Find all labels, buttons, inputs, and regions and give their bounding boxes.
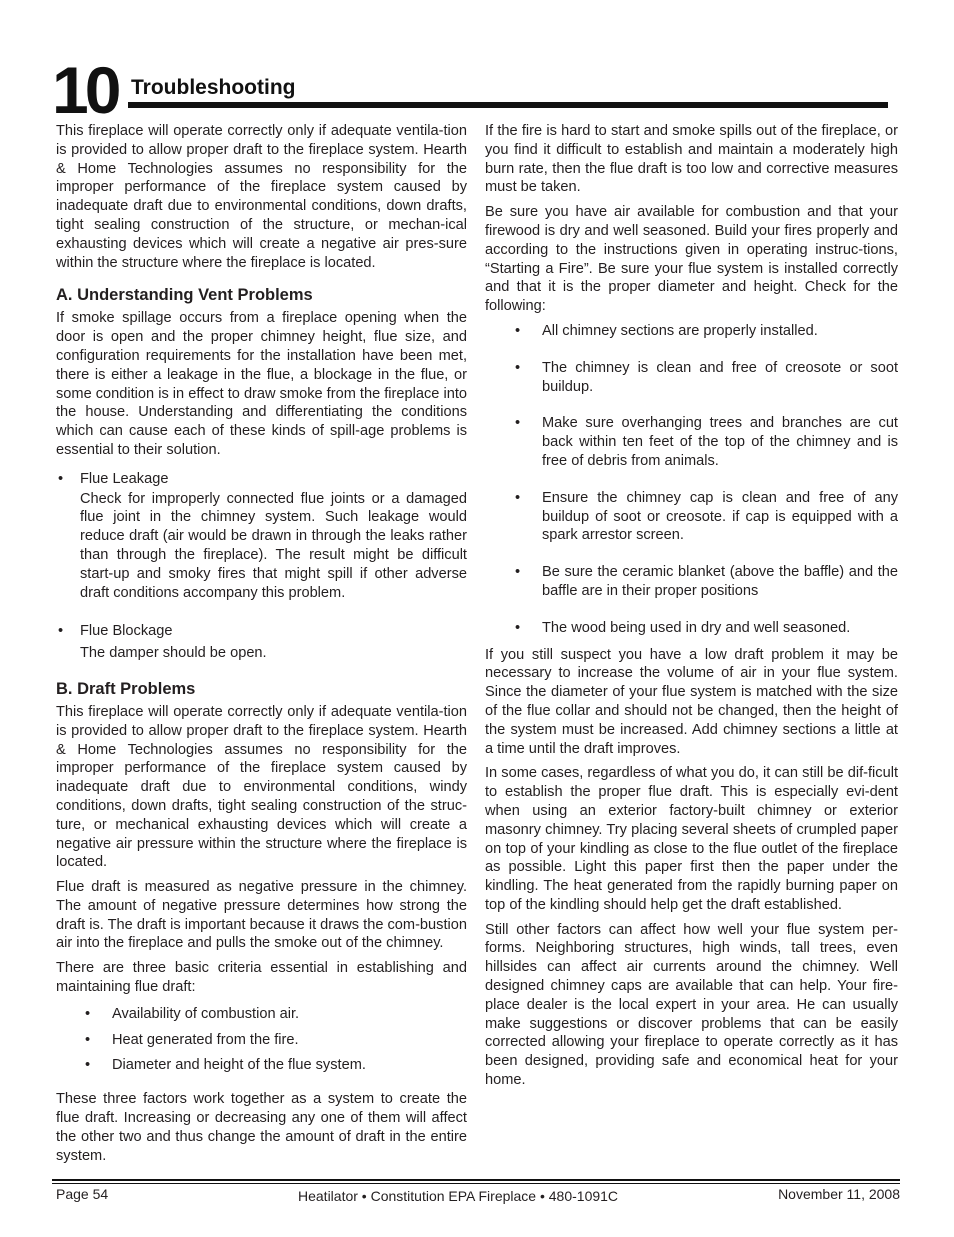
list-item: • Be sure the ceramic blanket (above the baffle) and the baffle are in their proper positions xyxy=(485,563,898,601)
title-rule xyxy=(128,102,888,108)
list-item: • Ensure the chimney cap is clean and free of any buildup of soot or creosote. if cap is equipped with a spark arrestor screen. xyxy=(485,489,898,545)
list-item: • Heat generated from the fire. xyxy=(56,1031,467,1050)
flue-blockage-text: The damper should be open. xyxy=(80,645,267,662)
footer-rule xyxy=(52,1179,900,1181)
list-item: • The chimney is clean and free of creosote or soot buildup. xyxy=(485,359,898,397)
document-title: Heatilator • Constitution EPA Fireplace • 480-1091C xyxy=(298,1188,619,1204)
list-item: • Diameter and height of the flue system. xyxy=(56,1056,467,1075)
section-b-paragraph-4: These three factors work together as a system to create the flue draft. Increasing or decreasing any one of them will affect the other two and thus change the amount of draft in the entire system. xyxy=(56,1091,467,1164)
left-column xyxy=(56,122,467,1171)
draft-checklist xyxy=(485,322,898,638)
section-b-paragraph-1: This fireplace will operate correctly only if adequate ventila-tion is provided to allow proper draft to the fireplace system. Hearth & Home Technologies assumes no responsibility for the improper performance of the fireplace system caused by inadequate draft due to environmental conditions, windy conditions, down drafts, tight sealing construction of the struc-ture, or mechanical exhausting devices which will create a negative air pressure within the structure where the fireplace is located. xyxy=(56,703,467,871)
right-paragraph-3: If you still suspect you have a low draft problem it may be necessary to increase the volume of air in your flue system. Since the diameter of your flue system is matched with the size of the flue collar and should not be changed, then the height of the system must be increased. Add chimney sections a little at a time until the draft improves. xyxy=(485,646,898,757)
footer-rule xyxy=(52,1183,900,1184)
right-paragraph-1: If the fire is hard to start and smoke spills out of the fireplace, or you find it difficult to establish and maintain a moderately high burn rate, then the flue draft is too low and corrective measures must be taken. xyxy=(485,123,898,196)
chapter-title: Troubleshooting xyxy=(131,76,296,99)
document-date: November 11, 2008 xyxy=(778,1186,900,1202)
list-item-flue-blockage xyxy=(56,622,467,663)
section-b-paragraph-3: There are three basic criteria essential in establishing and maintaining flue draft: xyxy=(56,960,467,996)
page-number: Page 54 xyxy=(56,1186,109,1202)
list-item: • All chimney sections are properly installed. xyxy=(485,322,898,341)
section-a-heading: A. Understanding Vent Problems xyxy=(56,286,313,305)
right-column xyxy=(485,122,898,1096)
vent-problem-list xyxy=(56,470,467,663)
list-item: • The wood being used in dry and well seasoned. xyxy=(485,619,898,638)
section-a-paragraph: If smoke spillage occurs from a fireplace opening when the door is open and the proper chimney height, flue size, and configuration requirements for the installation have been met, there is either a leakage in the flue, a blockage in the flue, or some condition is in effect to draw smoke from the fireplace into the house. Understanding and differentiating the conditions which can cause each of these kinds of spill-age problems is essential to their solution. xyxy=(56,310,467,458)
list-item-flue-leakage xyxy=(56,470,467,603)
right-paragraph-4: In some cases, regardless of what you do, it can still be dif-ficult to establish the proper flue draft. This is especially evi-dent when using an exterior factory-built chimney or exterior masonry chimney. Try placing several sheets of crumpled paper on top of your kindling as close to the flue outlet of the fireplace as possible. Light this paper first then the paper under the kindling. The heat generated from the rapidly burning paper on top of the kindling should help get the draft established. xyxy=(485,765,898,913)
section-b-paragraph-2: Flue draft is measured as negative pressure in the chimney. The amount of negative pressure determines how strong the draft is. The draft is important because it draws the com-bustion air into the fireplace and pulls the smoke out of the chimney. xyxy=(56,879,467,952)
flue-blockage-label: Flue Blockage xyxy=(80,623,173,640)
section-b-heading: B. Draft Problems xyxy=(56,679,196,698)
flue-leakage-label: Flue Leakage xyxy=(80,470,169,487)
intro-paragraph: This fireplace will operate correctly only if adequate ventila-tion is provided to allow proper draft to the fireplace system. Hearth & Home Technologies assumes no responsibility for the improper performance of the fireplace system caused by inadequate draft due to environmental conditions, down drafts, tight sealing construction of the structure, or mechan-ical exhausting devices which will create a negative air pres-sure within the structure where the fireplace is located. xyxy=(56,123,467,271)
list-item: • Make sure overhanging trees and branches are cut back within ten feet of the top of the chimney and is free of debris from animals. xyxy=(485,414,898,470)
draft-criteria-list xyxy=(56,1005,467,1075)
flue-leakage-text: Check for improperly connected flue joints or a damaged flue joint in the chimney system. Such leakage would reduce draft (air would be drawn in through the leaks rather than through the fireplace). The result might be difficult start-up and smoky fires that might spill if other adverse draft conditions accompany this problem. xyxy=(80,490,467,601)
list-item: • Availability of combustion air. xyxy=(56,1005,467,1024)
right-paragraph-5: Still other factors can affect how well your flue system per-forms. Neighboring structures, high winds, tall trees, even hillsides can affect air currents around the chimney. Well designed chimney caps are available that can help. Your fire-place dealer is the local expert in your area. He can usually make suggestions or discover problems that can be easily corrected allowing your fireplace to operate correctly as it has been designed, providing safe and economical heat for your home. xyxy=(485,921,898,1089)
chapter-number: 10 xyxy=(52,53,118,127)
right-paragraph-2: Be sure you have air available for combustion and that your firewood is dry and well seasoned. Build your fires properly and according to the instructions given in operating instruc-tions, “Starting a Fire”. Be sure your flue system is installed correctly and that it is the proper diameter and height. Check for the following: xyxy=(485,204,898,315)
